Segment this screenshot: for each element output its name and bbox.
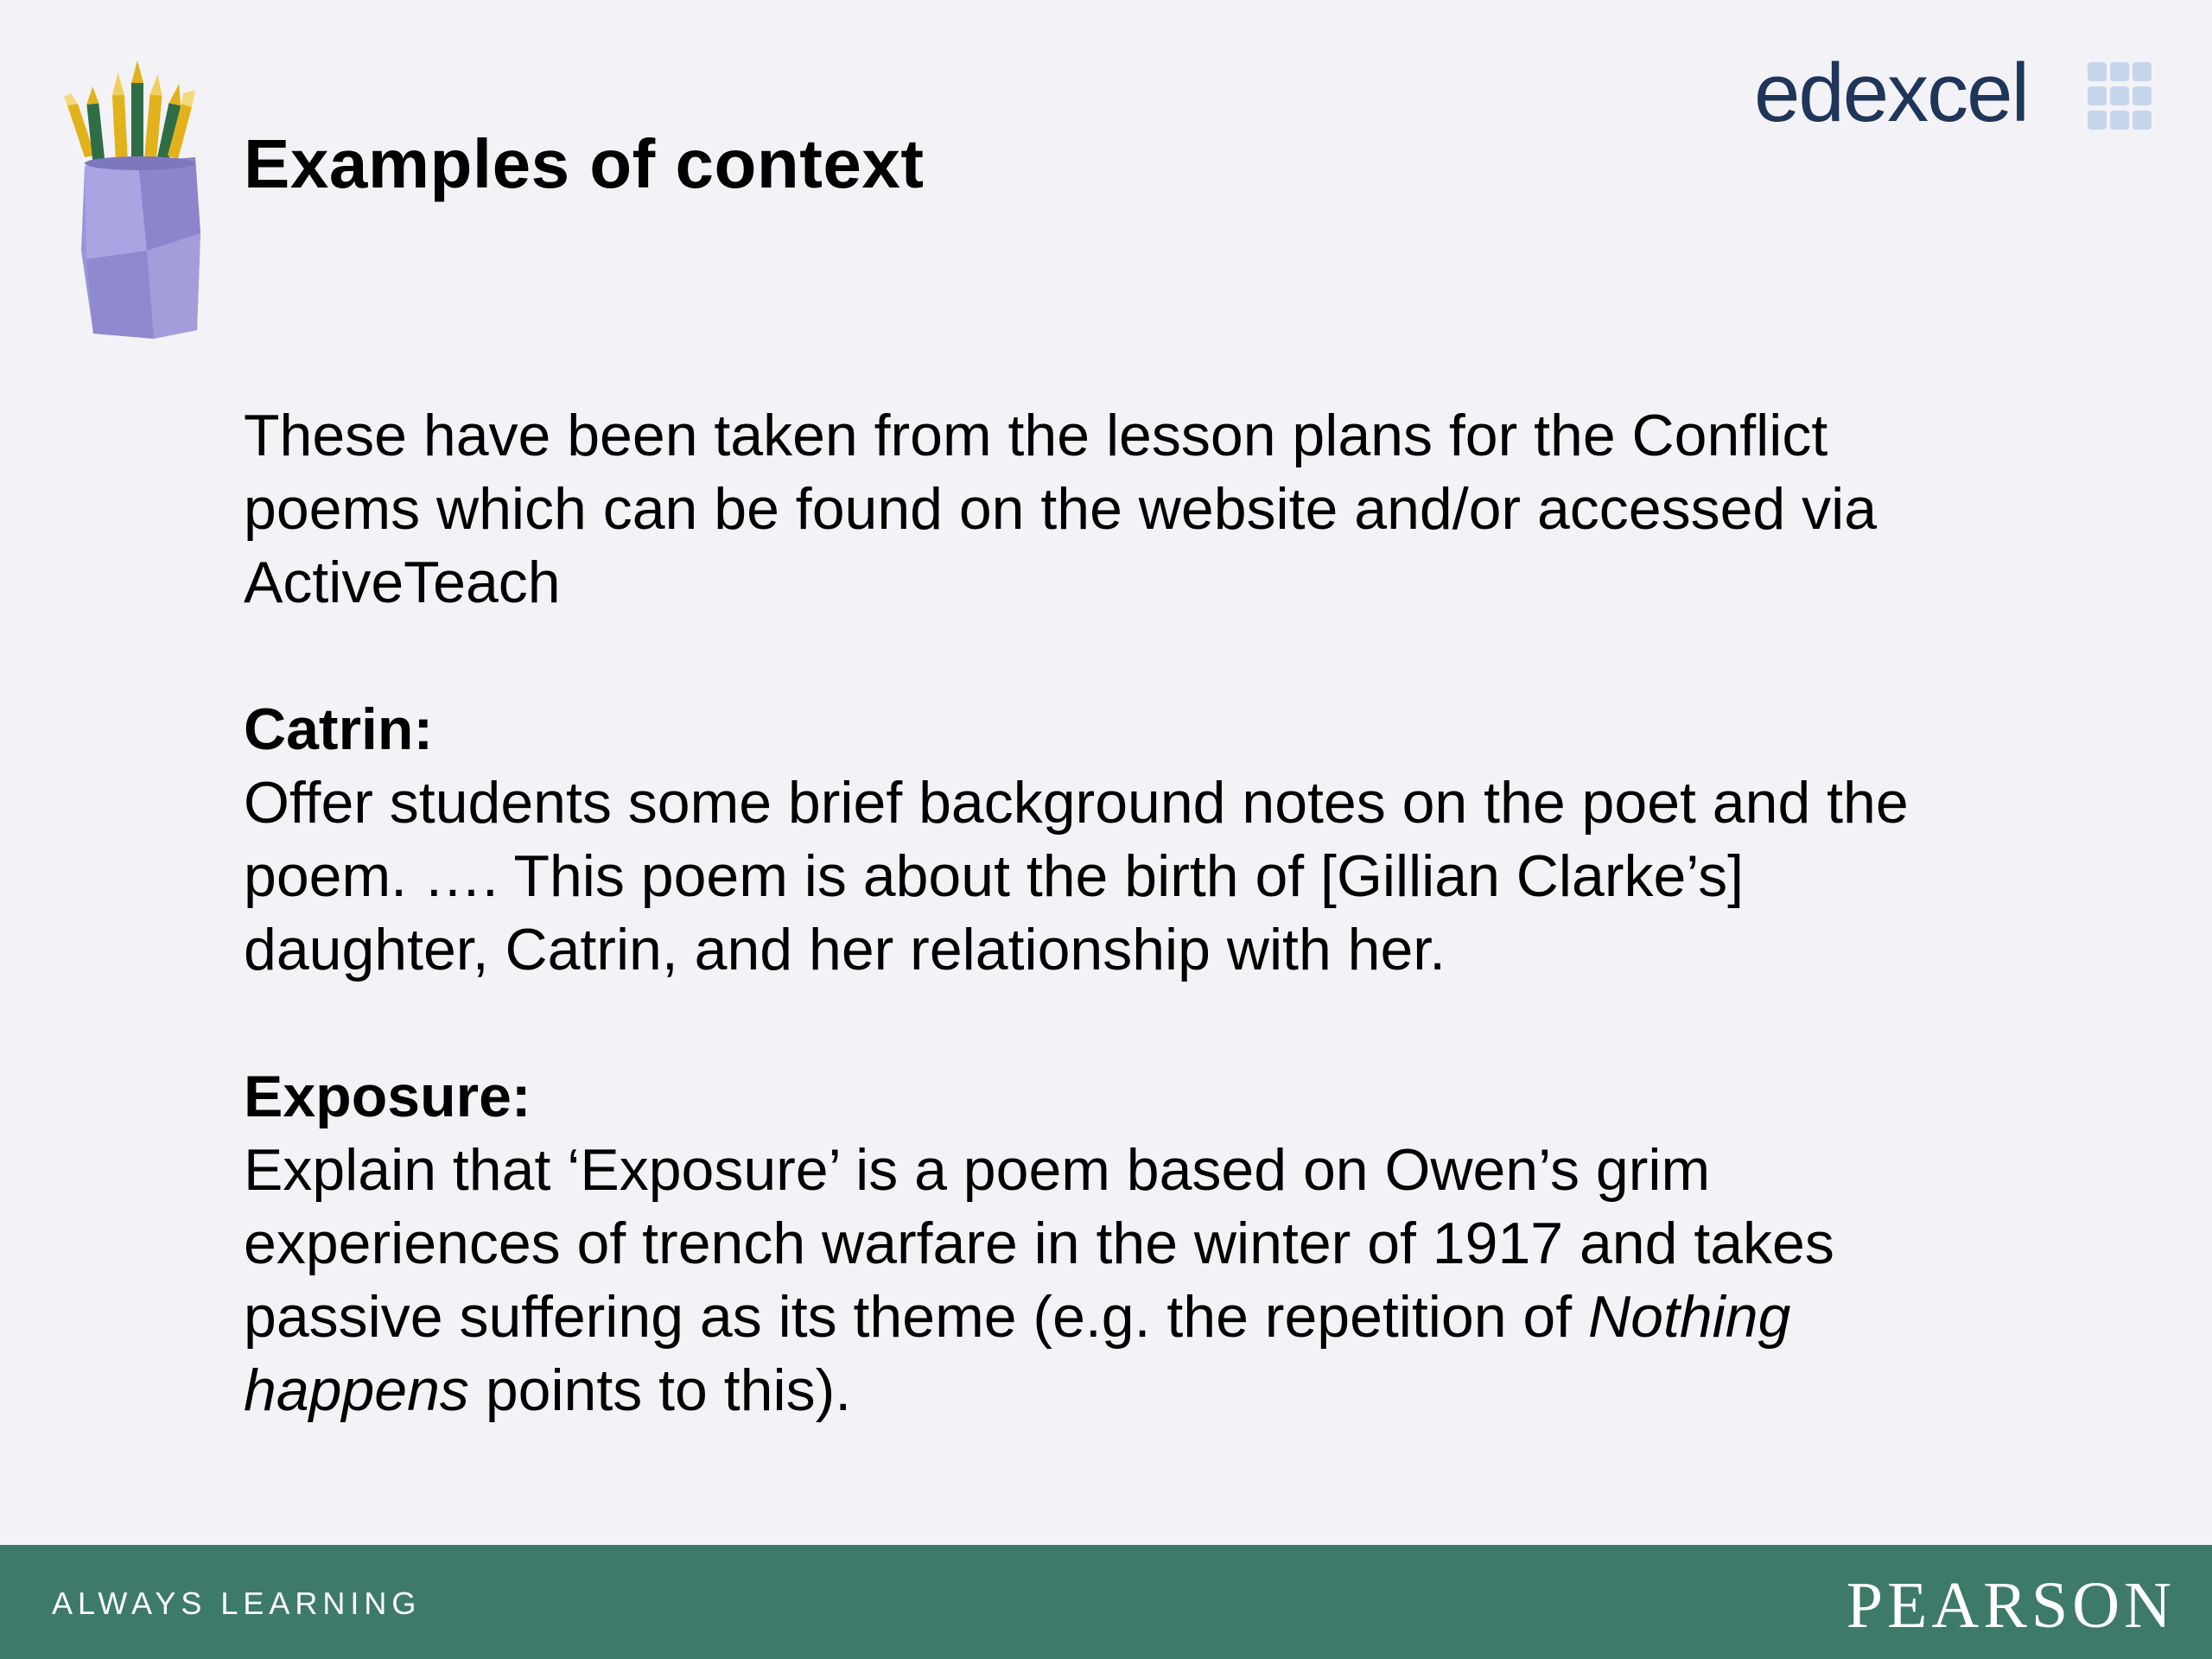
intro-line: These have been taken from the lesson plans for the Conflict [244, 403, 1828, 468]
edexcel-logo-text: edexcel [1754, 54, 2028, 139]
slide-body [244, 399, 2101, 1427]
exposure-italic-text: Nothing [1588, 1284, 1791, 1350]
catrin-line: Offer students some brief background notes on the poet and the [244, 770, 1909, 836]
pencils-icon [64, 60, 195, 167]
exposure-text: passive suffering as its theme (e.g. the repetition of [244, 1284, 1589, 1350]
page-title: Examples of context [244, 125, 925, 202]
exposure-line [244, 1281, 2101, 1354]
catrin-line: poem. …. This poem is about the birth of [Gillian Clarke’s] [244, 843, 1745, 909]
spacer [244, 987, 2101, 1060]
edexcel-logo [1754, 54, 2169, 140]
exposure-line: Explain that ‘Exposure’ is a poem based on Owen’s grim [244, 1137, 1711, 1203]
exposure-text: points to this). [468, 1357, 852, 1423]
exposure-line: experiences of trench warfare in the winter of 1917 and takes [244, 1211, 1834, 1276]
pencil-pot-icon [52, 52, 207, 346]
intro-line: ActiveTeach [244, 550, 561, 615]
intro-line: poems which can be found on the website and/or accessed via [244, 476, 1878, 542]
footer-tagline: ALWAYS LEARNING [52, 1586, 422, 1621]
catrin-line: daughter, Catrin, and her relationship with her. [244, 917, 1446, 982]
pot-icon [81, 156, 200, 339]
grid-icon [2088, 62, 2152, 130]
pearson-logo: PEARSON [1846, 1569, 2176, 1642]
spacer [244, 620, 2101, 693]
catrin-heading: Catrin: [244, 696, 434, 762]
exposure-italic-text: happens [244, 1357, 469, 1423]
exposure-heading: Exposure: [244, 1064, 531, 1129]
exposure-line [244, 1354, 2101, 1427]
